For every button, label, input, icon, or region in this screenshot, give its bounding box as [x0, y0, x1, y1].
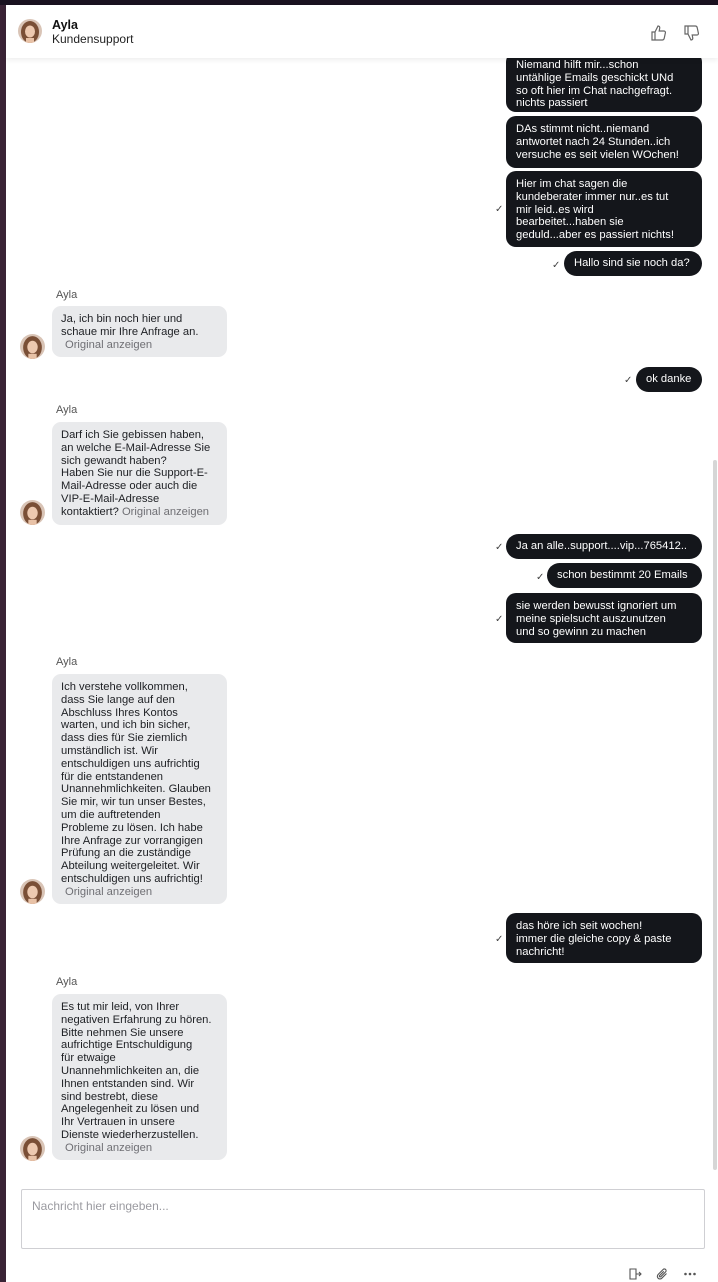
sender-name: Ayla — [56, 976, 78, 988]
sender-name: Ayla — [56, 404, 78, 416]
attachment-icon[interactable] — [655, 1267, 669, 1281]
outgoing-message: DAs stimmt nicht..niemand antwortet nach 24 Stunden..ich versuche es seit vielen WOchen! — [506, 116, 702, 168]
read-check-icon: ✓ — [495, 542, 504, 553]
agent-avatar — [20, 334, 45, 359]
more-icon[interactable] — [683, 1267, 697, 1281]
message-input[interactable] — [22, 1190, 704, 1222]
outgoing-message: Niemand hilft mir...schon untählige Emails geschickt UNd so oft hier im Chat nachgefragt. nichts passiert — [506, 52, 702, 112]
thumbs-up-icon[interactable] — [650, 24, 668, 42]
read-check-icon: ✓ — [495, 204, 504, 215]
show-original-link[interactable]: Original anzeigen — [121, 505, 210, 518]
incoming-message — [52, 674, 227, 904]
agent-name: Ayla — [52, 18, 78, 32]
incoming-message — [52, 422, 227, 525]
read-check-icon: ✓ — [495, 934, 504, 945]
read-check-icon: ✓ — [552, 260, 561, 271]
message-text: Darf ich Sie gebissen haben, an welche E-Mail-Adresse Sie sich gewandt haben? Haben Sie nur die Support-E- Mail-Adresse oder auch die VIP-E-Mail-Adresse kontaktiert? — [61, 429, 211, 518]
outgoing-message: Hier im chat sagen die kundeberater immer nur..es tut mir leid..es wird bearbeitet...haben sie geduld...aber es passiert nichts! — [506, 171, 702, 247]
outgoing-message: das höre ich seit wochen! immer die gleiche copy & paste nachricht! — [506, 913, 702, 963]
chat-header — [6, 5, 718, 58]
agent-avatar — [20, 500, 45, 525]
chat-widget — [6, 5, 718, 1282]
message-text: Ich verstehe vollkommen, dass Sie lange auf den Abschluss Ihres Kontos warten, und ich bin sicher, dass dies für Sie ziemlich umständlich ist. Wir entschuldigen uns aufrichtig für die entstandenen Unannehmlichkeiten. Glauben Sie mir, wir tun unser Bestes, um die auftretenden Probleme zu lösen. Ich habe Ihre Anfrage zur vorrangigen Prüfung an die zuständige Abteilung weitergeleitet. Wir entschuldigen uns aufrichtig! — [61, 681, 211, 885]
outgoing-message: Ja an alle..support....vip...765412.. — [506, 534, 702, 559]
read-check-icon: ✓ — [495, 614, 504, 625]
incoming-message — [52, 994, 227, 1160]
show-original-link[interactable]: Original anzeigen — [65, 885, 153, 898]
read-check-icon: ✓ — [624, 375, 633, 386]
show-original-link[interactable]: Original anzeigen — [65, 1141, 153, 1154]
agent-avatar — [20, 1136, 45, 1161]
show-original-link[interactable]: Original anzeigen — [65, 338, 153, 351]
outgoing-message: sie werden bewusst ignoriert um meine spielsucht auszunutzen und so gewinn zu machen — [506, 593, 702, 643]
agent-role: Kundensupport — [52, 32, 134, 46]
incoming-message — [52, 306, 227, 357]
sender-name: Ayla — [56, 289, 78, 301]
outgoing-message: schon bestimmt 20 Emails — [547, 563, 702, 588]
chat-scrollbar[interactable] — [713, 460, 717, 1170]
message-text: Ja, ich bin noch hier und schaue mir Ihre Anfrage an. — [61, 313, 199, 338]
sender-name: Ayla — [56, 656, 78, 668]
message-text: Es tut mir leid, von Ihrer negativen Erfahrung zu hören. Bitte nehmen Sie unsere aufrichtige Entschuldigung für etwaige Unannehmlichkeiten an, die Ihnen entstanden sind. Wir sind bestrebt, diese Angelegenheit zu lösen und Ihr Vertrauen in unsere Dienste wiederherzustellen. — [61, 1001, 212, 1141]
agent-avatar — [20, 879, 45, 904]
read-check-icon: ✓ — [536, 572, 545, 583]
agent-avatar — [18, 19, 42, 43]
thumbs-down-icon[interactable] — [683, 24, 701, 42]
transcript-icon[interactable] — [628, 1267, 642, 1281]
outgoing-message: ok danke — [636, 367, 702, 392]
outgoing-message: Hallo sind sie noch da? — [564, 251, 702, 276]
message-composer — [21, 1189, 705, 1249]
